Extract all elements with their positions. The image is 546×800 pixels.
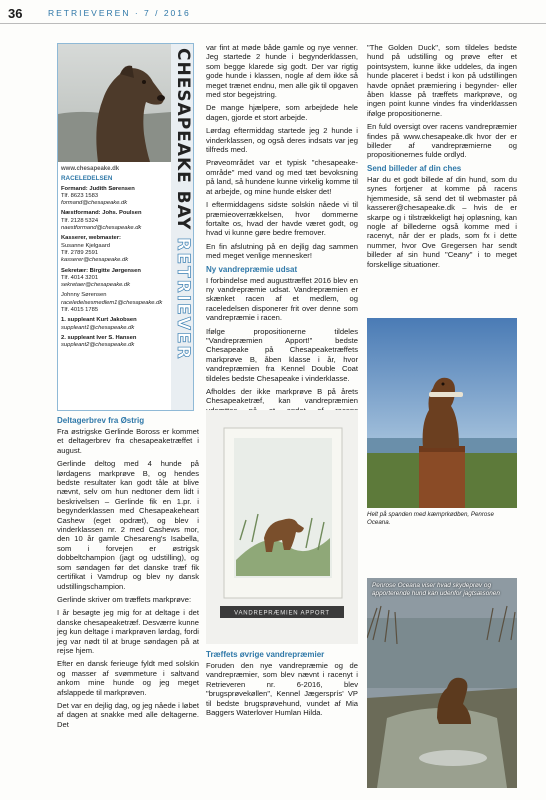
dog-in-boat-photo — [367, 578, 517, 788]
paragraph: I forbindelse med augusttræffet 2016 blev en ny vandrepræmie udsat. Vandrepræmien er skænket racen af et medlem, og raceledelsen disponerer frit over denne som vandrepræmie i racen. — [206, 275, 358, 323]
contact-email[interactable]: naestformand@chesapeake.dk — [61, 225, 142, 232]
dog-on-post-photo — [367, 318, 517, 508]
contact-treasurer — [61, 235, 171, 264]
contact-line: 1. suppleant Kurt Jakobsen — [61, 317, 137, 324]
website-label: www.chesapeake.dk — [61, 166, 120, 172]
contact-line: Tlf. 2789 2591 — [61, 249, 99, 256]
contact-line: Susanne Kjelgaard — [61, 242, 110, 249]
paragraph: Det var en dejlig dag, og jeg nåede i løbet af dagen at snakke med alle deltagerne. Det — [57, 700, 199, 729]
contact-substitute-1 — [61, 317, 171, 332]
contact-list — [61, 166, 171, 353]
contact-line: Johnny Sørensen — [61, 292, 107, 299]
paragraph: Gerlinde deltog med 4 hunde på lørdagens markprøve B, og hendes bedste resultater kan godt tåle at blive nævnt, selv om hun nedtoner dem lidt i beskrivelsen – Gerlinde fik en 1.pr. i begynderklassen med Chesapeakeheart Cashew (eget opdræt), og blev i vinderklassen nr. 2 med Cashews mor, den 10 år gamle Chesareng's Isabella, som i forvejen er østrigsk dobbeltchampion (jagt og udstilling), og som søndagen før det danske træf fik certifikat i Vamdrup og blev ny dansk udstillingschampion. — [57, 459, 199, 591]
paragraph: Prøveområdet var et typisk "chesapeake-område" med vand og med tæt bevoksning på land, så hundene kunne virkelig komme til at arbejde, og mine hunde elsker det! — [206, 158, 358, 196]
contact-line: Tlf. 2128 5324 — [61, 217, 99, 224]
trophy-painting-photo — [206, 410, 358, 644]
breed-contact-box — [57, 43, 194, 411]
contact-secretary — [61, 268, 171, 290]
paragraph: En fin afslutning på en dejlig dag sammen med meget venlige mennesker! — [206, 241, 358, 261]
running-title: RETRIEVEREN · 7 / 2016 — [48, 8, 191, 18]
page-number: 36 — [8, 6, 23, 21]
contact-email[interactable]: formand@chesapeake.dk — [61, 200, 128, 207]
article-column-2 — [206, 43, 358, 466]
paragraph: I år besøgte jeg mig for at deltage i det danske chesapeaketræf. Desværre kunne jeg kun deltage i markprøven lørdag, fordi jeg var nødt til at bruge søndagen på at rejse hjem. — [57, 608, 199, 655]
dog-portrait-photo — [58, 44, 171, 162]
paragraph: var fint at møde både gamle og nye venner. Jeg startede 2 hunde i begynderklassen, som begge klarede sig godt. Der var rigtig gode hunde i klassen, nogle af dem ikke så meget trænet endnu, men alle gik til opgaven med stor begejstring. — [206, 43, 358, 100]
contact-vice-chair — [61, 210, 171, 232]
header-rule — [0, 23, 546, 24]
contact-line: Tlf. 4014 3201 — [61, 274, 99, 281]
vertical-title — [171, 44, 193, 410]
paragraph: Har du et godt billede af din hund, som du synes fortjener at komme på racens hjemmeside, så send det til webmaster på kasserer@chesapeake.dk – hvis de er skarpe og i tilstrækkeligt høj opløsning, kan nogle af billederne også komme med i racenyt, når der er plads, som fx i dette nummer, hvor Ove Gregersen har sendt billeder af sin hund "Ceany" i to meget forskellige situationer. — [367, 174, 517, 269]
contact-line: Tlf. 4015 1785 — [61, 307, 99, 314]
contact-email[interactable]: suppleant1@chesapeake.dk — [61, 324, 135, 331]
article-column-2-continued — [206, 650, 358, 721]
photo-caption: Helt på spanden med kæmprkødben, Penrose Oceana. — [367, 511, 494, 526]
article-column-3 — [367, 43, 517, 273]
contact-line: 2. suppleant Iver S. Hansen — [61, 334, 137, 341]
section-heading: Ny vandrepræmie udsat — [206, 264, 298, 274]
section-heading: Træffets øvrige vandrepræmier — [206, 650, 325, 659]
paragraph: Gerlinde skriver om træffets markprøve: — [57, 594, 192, 604]
vertical-title-a: CHESAPEAKE BAY — [173, 48, 193, 231]
paragraph: Fra østrigske Gerlinde Boross er kommet et deltagerbrev fra chesapeaketræffet i august. — [57, 427, 199, 455]
paragraph: Afholdes der ikke markprøve B på årets Chesapeaketræf, kan vandrepræmien — [206, 387, 358, 406]
paragraph: "The Golden Duck", som tildeles bedste hund på udstilling og prøve efter et pointsystem, kunne ikke uddeles, da ingen hunde placeret i bedst i kon på udstillingen havde opnået præmiering i begynder- eller åben klasse på træffets markprøve, og ingen point kunne vindes fra vinderklassen ifølge propositionerne. — [367, 43, 517, 118]
paragraph: En fuld oversigt over racens vandrepræmier findes på www.chesapeake.dk hvor der er billeder af vandrepræmierne og propositionernes fulde ordlyd. — [367, 122, 517, 160]
contact-email[interactable]: suppleant2@chesapeake.dk — [61, 342, 135, 349]
contact-email[interactable]: sekretaer@chesapeake.dk — [61, 282, 131, 289]
paragraph: I eftermiddagens sidste solskin nåede vi til præmieoverrækkelsen, hvor dommerne fortalte os, hvad der havde været godt, og hvad vi kunne gøre bedre fremover. — [206, 200, 358, 238]
contact-email[interactable]: raceledelsesmedlem1@chesapeake.dk — [61, 299, 163, 306]
trophy-plaque-label: VANDREPRÆMIEN APPORT — [234, 610, 330, 617]
paragraph: De mange hjælpere, som arbejdede hele dagen, gjorde et stort arbejde. — [206, 103, 358, 122]
section-heading: RACELEDELSEN — [61, 175, 113, 183]
section-heading: Send billeder af din ches — [367, 163, 462, 173]
vertical-title-b: RETRIEVER — [173, 237, 193, 361]
contact-chair — [61, 186, 171, 208]
contact-email[interactable]: kasserer@chesapeake.dk — [61, 257, 129, 264]
contact-line: Kasserer, webmaster: — [61, 235, 121, 242]
contact-member — [61, 292, 171, 314]
contact-substitute-2 — [61, 335, 171, 350]
paragraph: Foruden den nye vandrepræmie og de vandrepræmier, som blev nævnt i racenyt i Retrieveren nr. 6-2016, blev "brugsprøvekøllen", Kennel Jægersprís' VP til bedste brugsprøvehund, vundet af Mia Baggers Waterlover Humlan Hilda. — [206, 661, 358, 718]
contact-line: Næstformand: Johs. Poulsen — [61, 210, 142, 217]
photo-caption-overlay: Penrose Oceana viser hvad skydeprøv og apporterende hund kan udenfor jagtsæsonen — [372, 582, 500, 597]
paragraph: Lørdag eftermiddag startede jeg 2 hunde i vinderklassen, og også deres indsats var jeg tilfreds med. — [206, 126, 358, 155]
contact-line: Tlf. 8623 1583 — [61, 192, 99, 199]
article-column-1 — [57, 416, 199, 733]
section-heading: Deltagerbrev fra Østrig — [57, 416, 145, 425]
vertical-title-band — [171, 44, 193, 410]
paragraph: Efter en dansk ferieuge fyldt med solskin og masser af svømmeture i saltvand ankom mine hunde og jeg meget afslappede til markprøven. — [57, 659, 199, 697]
contact-line: Sekretær: Birgitte Jørgensen — [61, 267, 141, 274]
paragraph: Ifølge propositionerne tildeles "Vandrepræmien Apport!" bedste Chesapeake på Chesapeaketræffets markprøve B, åben klasse i år, hvor vandrepræmien fra Kennel Double Coat tildeles bedste Chesapeake i vinderklasse. — [206, 326, 358, 383]
contact-line: Formand: Judith Sørensen — [61, 185, 135, 192]
